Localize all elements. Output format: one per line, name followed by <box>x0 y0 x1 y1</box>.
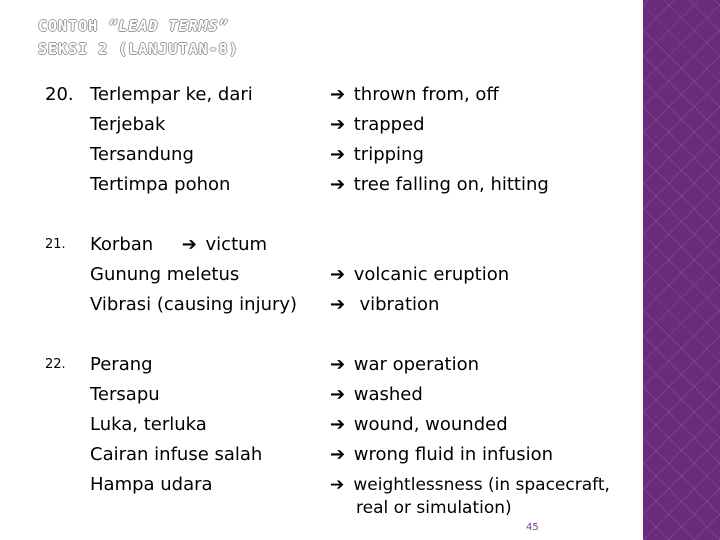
title-lead-terms: “LEAD TERMS” <box>108 17 229 35</box>
term: Perang <box>90 354 153 375</box>
translation: ➔ thrown from, off <box>330 84 499 105</box>
arrow-icon: ➔ <box>330 354 346 375</box>
translation: ➔ tripping <box>330 144 424 165</box>
term: Luka, terluka <box>90 414 207 435</box>
decorative-sidebar <box>643 0 720 540</box>
term: Tersandung <box>90 144 194 165</box>
translation: ➔ weightlessness (in spacecraft, <box>330 475 610 495</box>
arrow-icon: ➔ <box>181 234 197 255</box>
arrow-icon: ➔ <box>330 444 346 465</box>
term: Terlempar ke, dari <box>90 84 253 105</box>
arrow-icon: ➔ <box>330 475 345 495</box>
arrow-icon: ➔ <box>330 114 346 135</box>
term: Hampa udara <box>90 474 213 495</box>
translation: ➔ wound, wounded <box>330 414 508 435</box>
translation: ➔ war operation <box>330 354 480 375</box>
arrow-icon: ➔ <box>330 264 346 285</box>
term: Vibrasi (causing injury) <box>90 294 298 315</box>
section-number-21: 21. <box>45 237 66 252</box>
title-prefix: CONTOH <box>38 17 109 35</box>
term: Cairan infuse salah <box>90 444 263 465</box>
term: Gunung meletus <box>90 264 240 285</box>
term: Tersapu <box>90 384 160 405</box>
arrow-icon: ➔ <box>330 84 346 105</box>
translation: ➔ volcanic eruption <box>330 264 510 285</box>
section-number-22: 22. <box>45 357 66 372</box>
section-number-20: 20. <box>45 84 74 105</box>
term-with-inline-translation: Korban ➔ victum <box>90 234 268 255</box>
page-number: 45 <box>526 522 539 533</box>
arrow-icon: ➔ <box>330 174 346 195</box>
translation: ➔ washed <box>330 384 423 405</box>
term: Terjebak <box>90 114 166 135</box>
translation-continuation: real or simulation) <box>356 498 512 518</box>
arrow-icon: ➔ <box>330 414 346 435</box>
arrow-icon: ➔ <box>330 144 346 165</box>
arrow-icon: ➔ <box>330 384 346 405</box>
translation: ➔ vibration <box>330 294 440 315</box>
term: Tertimpa pohon <box>90 174 231 195</box>
translation: ➔ tree falling on, hitting <box>330 174 549 195</box>
translation: ➔ trapped <box>330 114 425 135</box>
arrow-icon: ➔ <box>330 294 346 315</box>
translation: ➔ wrong fluid in infusion <box>330 444 554 465</box>
slide-title-line2: SEKSI 2 (LANJUTAN-8) <box>38 40 239 58</box>
slide-title-line1 <box>38 17 229 35</box>
